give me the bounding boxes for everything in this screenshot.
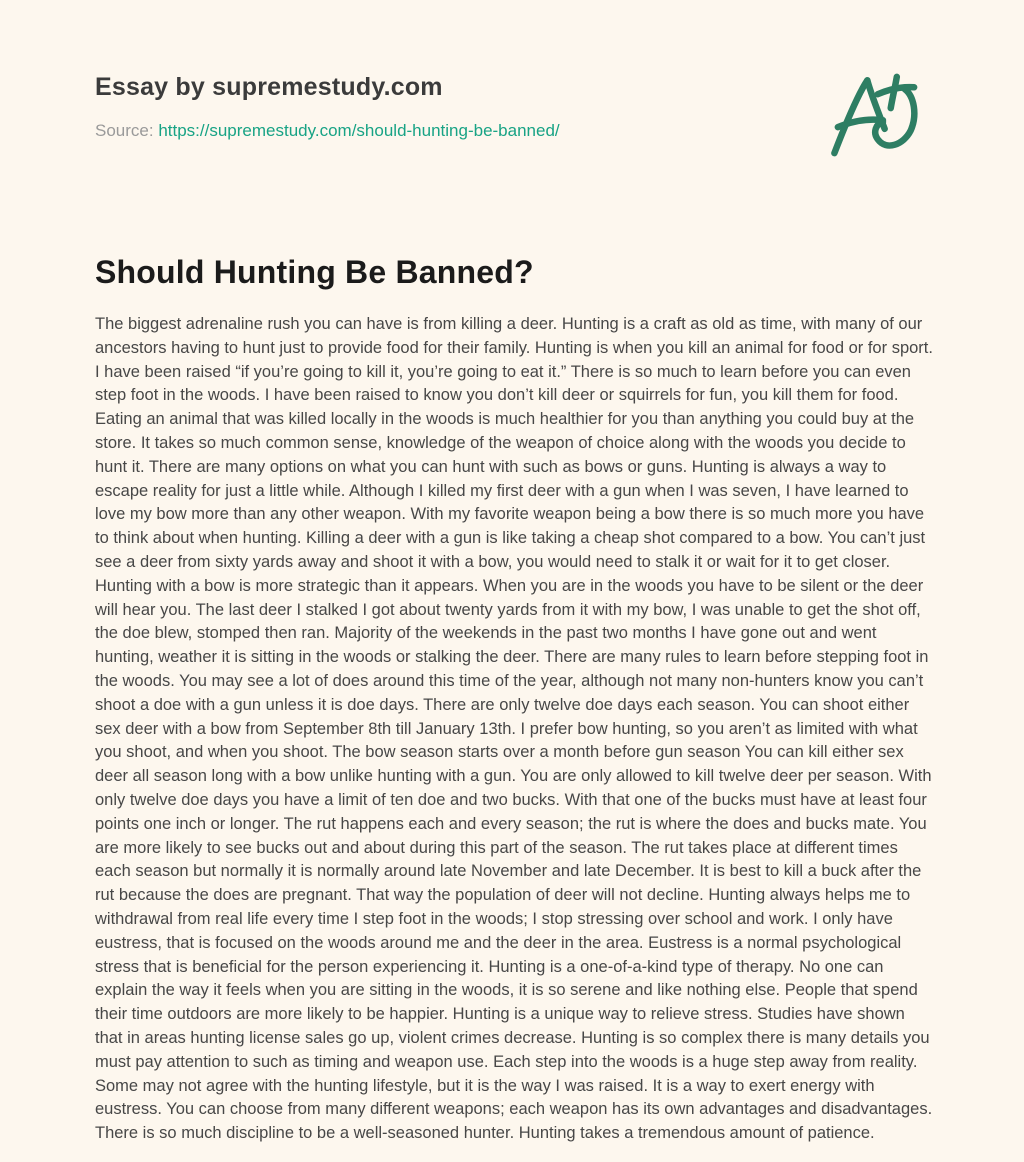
essay-body-paragraph: The biggest adrenaline rush you can have is from killing a deer. Hunting is a craft as old as time, with many of our ancestors having to hunt just to provide food for their family. Hunting is when you kill an animal for food or for sport. I have been raised “if you’re going to kill it, you’re going to eat it.” There is so much to learn before you can even step foot in the woods. I have been raised to know you don’t kill deer or squirrels for fun, you kill them for food. Eating an animal that was killed locally in the woods is much healthier for you than anything you could buy at the store. It takes so much common sense, knowledge of the weapon of choice along with the woods you decide to hunt it. There are many options on what you can hunt with such as bows or guns. Hunting is always a way to escape reality for just a little while. Although I killed my first deer with a gun when I was seven, I have learned to love my bow more than any other weapon. With my favorite weapon being a bow there is so much more you have to think about when hunting. Killing a deer with a gun is like taking a cheap shot compared to a bow. You can’t just see a deer from sixty yards away and shoot it with a bow, you would need to stalk it or wait for it to get closer. Hunting with a bow is more strategic than it appears. When you are in the woods you have to be silent or the deer will hear you. The last deer I stalked I got about twenty yards from it with my bow, I was unable to get the shot off, the doe blew, stomped then ran. Majority of the weekends in the past two months I have gone out and went hunting, weather it is sitting in the woods or stalking the deer. There are many rules to learn before stepping foot in the woods. You may see a lot of does around this time of the year, although not many non-hunters know you can’t shoot a doe with a gun unless it is doe days. There are only twelve doe days each season. You can shoot either sex deer with a bow from September 8th till January 13th. I prefer bow hunting, so you aren’t as limited with what you shoot, and when you shoot. The bow season starts over a month before gun season You can kill either sex deer all season long with a bow unlike hunting with a gun. You are only allowed to kill twelve deer per season. With only twelve doe days you have a limit of ten doe and two bucks. With that one of the bucks must have at least four points one inch or longer. The rut happens each and every season; the rut is where the does and bucks mate. You are more likely to see bucks out and about during this part of the season. The rut takes place at different times each season but normally it is normally around late November and late December. It is best to kill a buck after the rut because the does are pregnant. That way the population of deer will not decline. Hunting always helps me to withdrawal from real life every time I step foot in the woods; I stop stressing over school and work. I only have eustress, that is focused on the woods around me and the deer in the area. Eustress is a normal psychological stress that is beneficial for the person experiencing it. Hunting is a one-of-a-kind type of therapy. No one can explain the way it feels when you are sitting in the woods, it is so serene and like nothing else. People that spend their time outdoors are more likely to be happier. Hunting is a unique way to relieve stress. Studies have shown that in areas hunting license sales go up, violent crimes decrease. Hunting is so complex there is many details you must pay attention to such as timing and weapon use. Each step into the woods is a huge step away from reality. Some may not agree with the hunting lifestyle, but it is the way I was raised. It is a way to exert energy with eustress. You can choose from many different weapons; each weapon has its own advantages and disadvantages. There is so much discipline to be a well-seasoned hunter. Hunting takes a tremendous amount of patience. [95,315,933,1143]
a-plus-logo-icon [824,62,928,168]
source-line [95,121,560,141]
source-link[interactable]: https://supremestudy.com/should-hunting-be-banned/ [158,121,560,140]
essay-title: Should Hunting Be Banned? [95,254,534,290]
page-header-title: Essay by supremestudy.com [95,73,443,101]
source-label: Source: [95,121,154,140]
